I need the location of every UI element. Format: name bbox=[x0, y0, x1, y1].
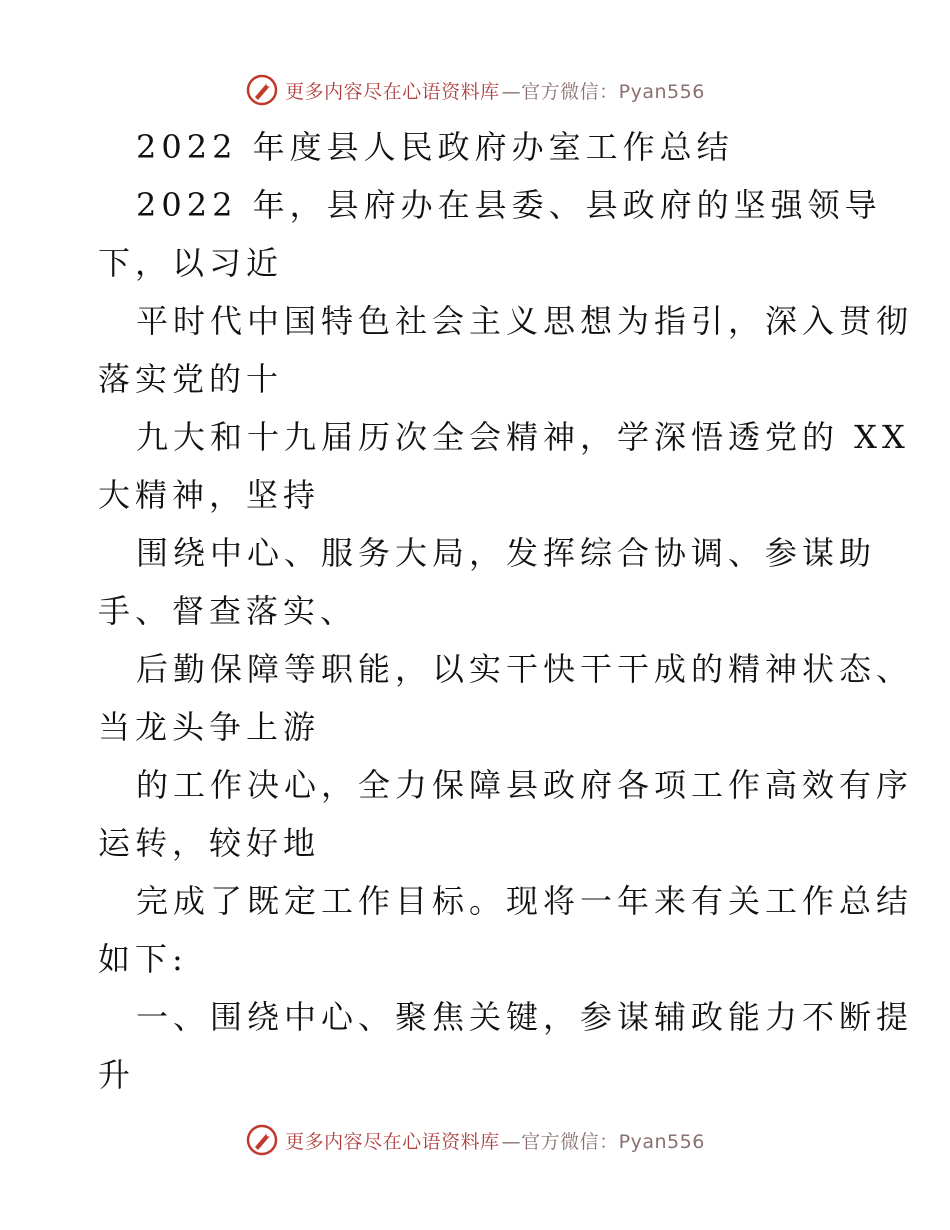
paragraph-line: 九大和十九届历次全会精神，学深悟透党的 XX bbox=[136, 418, 910, 456]
watermark-site-text: 更多内容尽在心语资料库 bbox=[285, 80, 500, 103]
paragraph-line: 的工作决心，全力保障县政府各项工作高效有序 bbox=[136, 766, 914, 804]
watermark-site-text: 更多内容尽在心语资料库 bbox=[285, 1130, 500, 1153]
document-title: 2022 年度县人民政府办室工作总结 bbox=[136, 128, 734, 166]
watermark-contact-text: —官方微信：Pyan556 bbox=[501, 80, 705, 103]
paragraph-line: 当龙头争上游 bbox=[98, 708, 321, 746]
paragraph-line: 后勤保障等职能，以实干快干干成的精神状态、 bbox=[136, 650, 914, 688]
paragraph-line: 完成了既定工作目标。现将一年来有关工作总结 bbox=[136, 882, 914, 920]
pen-nib-logo-icon bbox=[245, 1123, 279, 1157]
section-heading-line: 升 bbox=[98, 1056, 136, 1094]
paragraph-line: 围绕中心、服务大局，发挥综合协调、参谋助 bbox=[136, 534, 877, 572]
paragraph-line: 大精神，坚持 bbox=[98, 476, 321, 514]
paragraph-line: 2022 年，县府办在县委、县政府的坚强领导 bbox=[136, 186, 882, 224]
footer-watermark bbox=[0, 1120, 950, 1160]
paragraph-line: 落实党的十 bbox=[98, 360, 284, 398]
section-heading-line: 一、围绕中心、聚焦关键，参谋辅政能力不断提 bbox=[136, 998, 914, 1036]
watermark-contact-text: —官方微信：Pyan556 bbox=[501, 1130, 705, 1153]
paragraph-line: 运转，较好地 bbox=[98, 824, 321, 862]
paragraph-line: 如下: bbox=[98, 940, 188, 978]
header-watermark bbox=[0, 70, 950, 110]
paragraph-line: 平时代中国特色社会主义思想为指引，深入贯彻 bbox=[136, 302, 914, 340]
pen-nib-logo-icon bbox=[245, 73, 279, 107]
paragraph-line: 下，以习近 bbox=[98, 244, 284, 282]
paragraph-line: 手、督查落实、 bbox=[98, 592, 358, 630]
